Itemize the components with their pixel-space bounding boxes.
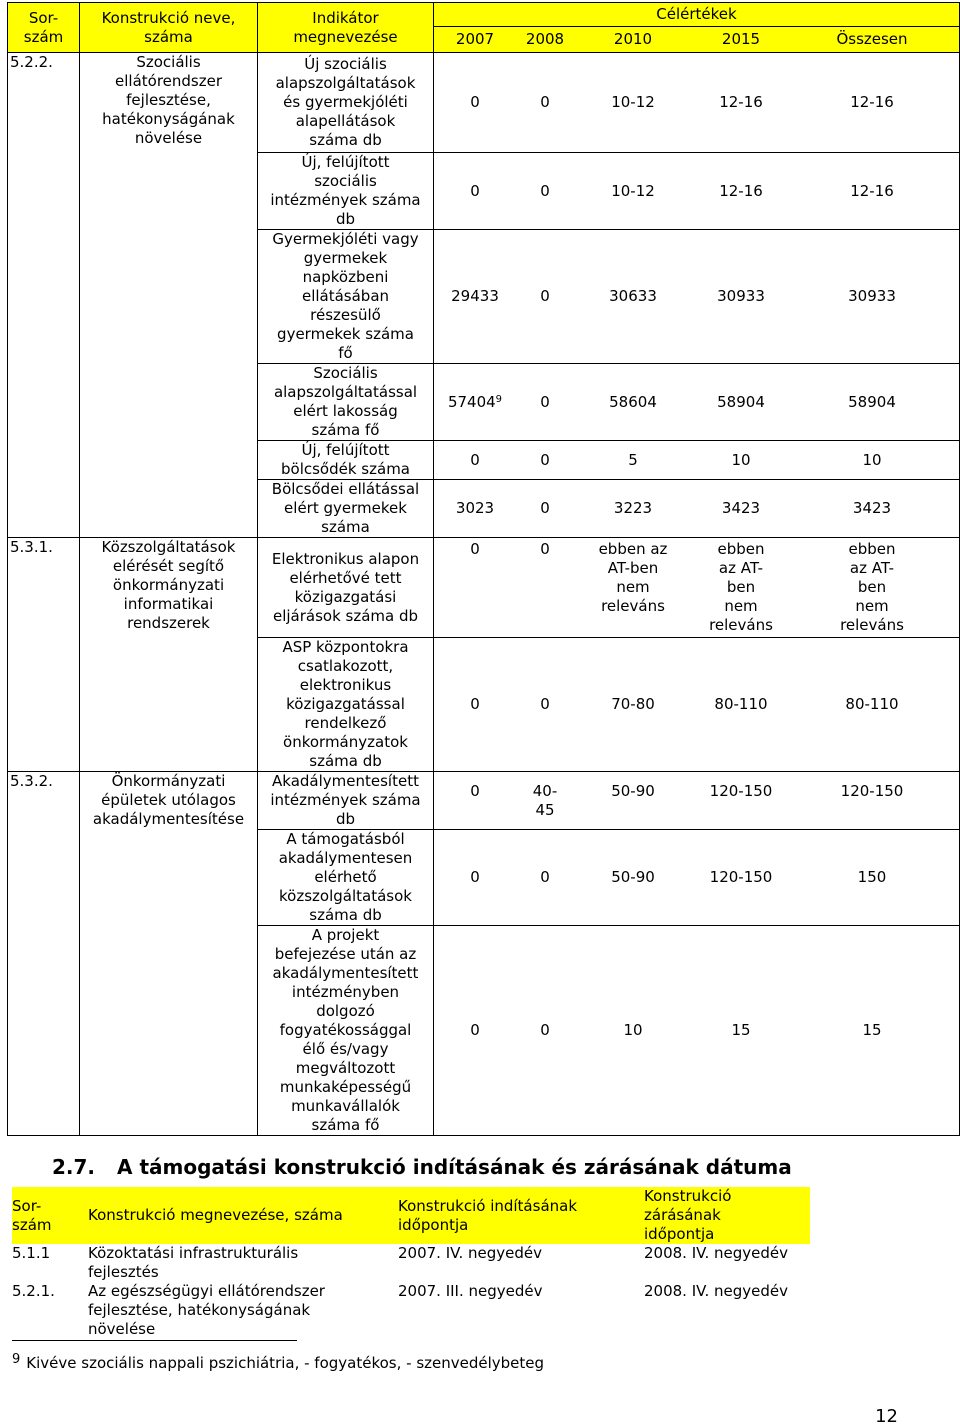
group-number: 5.3.1.	[8, 538, 80, 772]
value-osszesen: 30933	[848, 287, 896, 305]
group-number: 5.3.2.	[8, 772, 80, 1136]
value-2007: 0	[470, 1021, 480, 1039]
value-2008: 0	[540, 181, 550, 200]
indicator-cell: A projekt befejezése után az akadálymentesített intézményben dolgozó fogyatékossággal élő és/vagy megváltozott munkaképességű munkavállalók száma fő	[258, 926, 434, 1136]
footnote-mark: 9	[12, 1352, 21, 1367]
values-cell	[434, 480, 960, 538]
value-2010: 30633	[609, 287, 657, 305]
value-2010: 10-12	[611, 181, 655, 200]
value-2007: 3023	[455, 499, 495, 517]
value-2008: 0	[540, 499, 550, 517]
values-cell	[434, 926, 960, 1136]
value-2008: 0	[540, 695, 550, 713]
value-2008: 0	[540, 1021, 550, 1039]
value-2010: 50-90	[611, 781, 655, 800]
indicator-cell: ASP központokra csatlakozott, elektronikus közigazgatással rendelkező önkormányzatok száma db	[258, 638, 434, 772]
value-osszesen: 12-16	[850, 93, 894, 111]
header-celertekek: Célértékek	[434, 3, 960, 27]
indicator-cell: Akadálymentesített intézmények száma db	[258, 772, 434, 830]
value-osszesen: 80-110	[845, 695, 899, 713]
values-cell	[434, 638, 960, 772]
value-2015: 120-150	[709, 868, 773, 886]
group-name: Közszolgáltatások elérését segítő önkormányzati informatikai rendszerek	[80, 538, 258, 772]
value-text: 57404	[447, 392, 496, 411]
value-2010: 10-12	[611, 93, 655, 111]
values-cell	[434, 538, 960, 638]
dates-row-num: 5.2.1.	[12, 1282, 55, 1300]
header-indikator: Indikátor megnevezése	[258, 3, 434, 53]
dates-row-name: Az egészségügyi ellátórendszer fejlesztése, hatékonyságának növelése	[88, 1282, 325, 1338]
dates-row-end: 2008. IV. negyedév	[644, 1244, 788, 1262]
footnote-ref: 9	[495, 393, 503, 405]
value-2010: ebben az AT-ben nem releváns	[598, 540, 668, 615]
year-2007: 2007	[455, 30, 495, 48]
header-konstrukcio: Konstrukció neve, száma	[80, 3, 258, 53]
value-2007	[434, 393, 516, 412]
values-cell	[434, 230, 960, 364]
value-2015: 12-16	[719, 181, 763, 200]
group-name: Szociális ellátórendszer fejlesztése, hatékonyságának növelése	[80, 53, 258, 538]
value-2015: 3423	[721, 499, 761, 517]
value-2007: 29433	[451, 287, 499, 305]
value-2010: 70-80	[611, 695, 655, 713]
value-2015: 80-110	[714, 695, 768, 713]
group-name: Önkormányzati épületek utólagos akadálymentesítése	[80, 772, 258, 1136]
indicator-cell: A támogatásból akadálymentesen elérhető közszolgáltatások száma db	[258, 830, 434, 926]
value-2010: 50-90	[611, 868, 655, 886]
value-2007: 0	[470, 93, 480, 111]
value-2008: 0	[540, 868, 550, 886]
dates-row-num: 5.1.1	[12, 1244, 51, 1262]
indicator-cell: Új szociális alapszolgáltatások és gyermekjóléti alapellátások száma db	[258, 53, 434, 153]
indicator-cell: Szociális alapszolgáltatással elért lakosság száma fő	[258, 364, 434, 441]
dates-header-inditas: Konstrukció indításának időpontja	[398, 1187, 644, 1244]
value-osszesen: 12-16	[850, 181, 894, 200]
value-2015: 30933	[717, 287, 765, 305]
indicator-cell: Új, felújított szociális intézmények száma db	[258, 153, 434, 230]
year-2015: 2015	[721, 30, 761, 48]
values-cell	[434, 772, 960, 830]
section-number: 2.7.	[52, 1155, 96, 1179]
value-osszesen: 3423	[852, 499, 892, 517]
value-2010: 5	[628, 450, 638, 469]
values-cell	[434, 364, 960, 441]
dates-header-zaras: Konstrukció zárásának időpontja	[644, 1187, 810, 1244]
value-osszesen: 58904	[848, 392, 896, 411]
value-osszesen: 150	[857, 868, 887, 886]
header-sorszam: Sor- szám	[8, 3, 80, 53]
header-years	[434, 27, 960, 53]
value-2007: 0	[470, 781, 480, 800]
footnote	[12, 1354, 544, 1372]
value-2008: 0	[540, 287, 550, 305]
section-heading	[52, 1155, 792, 1179]
footnote-separator	[12, 1340, 297, 1341]
dates-header-konstrukcio: Konstrukció megnevezése, száma	[88, 1187, 398, 1244]
value-osszesen: ebben az AT- ben nem releváns	[840, 540, 904, 634]
values-cell	[434, 441, 960, 480]
values-cell	[434, 53, 960, 153]
value-osszesen: 120-150	[840, 781, 904, 800]
value-2008: 0	[540, 540, 550, 558]
value-2015: ebben az AT- ben nem releváns	[709, 540, 773, 634]
year-osszesen: Összesen	[836, 30, 908, 48]
year-2010: 2010	[613, 30, 653, 48]
value-2015: 12-16	[719, 93, 763, 111]
value-osszesen: 15	[862, 1021, 882, 1039]
value-2008: 40- 45	[532, 781, 558, 819]
value-2015: 58904	[717, 392, 765, 411]
dates-row-name: Közoktatási infrastrukturális fejlesztés	[88, 1244, 299, 1281]
value-2008: 0	[540, 392, 550, 411]
values-cell	[434, 153, 960, 230]
dates-row-start: 2007. IV. negyedév	[398, 1244, 542, 1262]
value-2015: 10	[731, 450, 751, 469]
value-2015: 15	[731, 1021, 751, 1039]
section-title: A támogatási konstrukció indításának és zárásának dátuma	[117, 1155, 792, 1179]
value-2007: 0	[470, 540, 480, 558]
value-2010: 3223	[613, 499, 653, 517]
target-values-table	[7, 2, 960, 1136]
value-2007: 0	[470, 450, 480, 469]
dates-header-sorszam: Sor- szám	[12, 1187, 88, 1244]
indicator-cell: Új, felújított bölcsődék száma	[258, 441, 434, 480]
group-number: 5.2.2.	[8, 53, 80, 538]
value-2007: 0	[470, 181, 480, 200]
value-2015: 120-150	[709, 781, 773, 800]
value-2010: 10	[623, 1021, 643, 1039]
value-2007: 0	[470, 868, 480, 886]
values-cell	[434, 830, 960, 926]
value-osszesen: 10	[862, 450, 882, 469]
footnote-text: Kivéve szociális nappali pszichiátria, - fogyatékos, - szenvedélybeteg	[26, 1354, 545, 1372]
indicator-cell: Bölcsődei ellátással elért gyermekek száma	[258, 480, 434, 538]
indicator-cell: Gyermekjóléti vagy gyermekek napközbeni ellátásában részesülő gyermekek száma fő	[258, 230, 434, 364]
dates-row-start: 2007. III. negyedév	[398, 1282, 543, 1300]
year-2008: 2008	[525, 30, 565, 48]
indicator-cell: Elektronikus alapon elérhetővé tett közigazgatási eljárások száma db	[258, 538, 434, 638]
dates-row-end: 2008. IV. negyedév	[644, 1282, 788, 1300]
value-2010: 58604	[609, 392, 657, 411]
value-2008: 0	[540, 450, 550, 469]
dates-table	[12, 1187, 810, 1339]
value-2008: 0	[540, 93, 550, 111]
value-2007: 0	[470, 695, 480, 713]
page-number: 12	[875, 1406, 898, 1427]
